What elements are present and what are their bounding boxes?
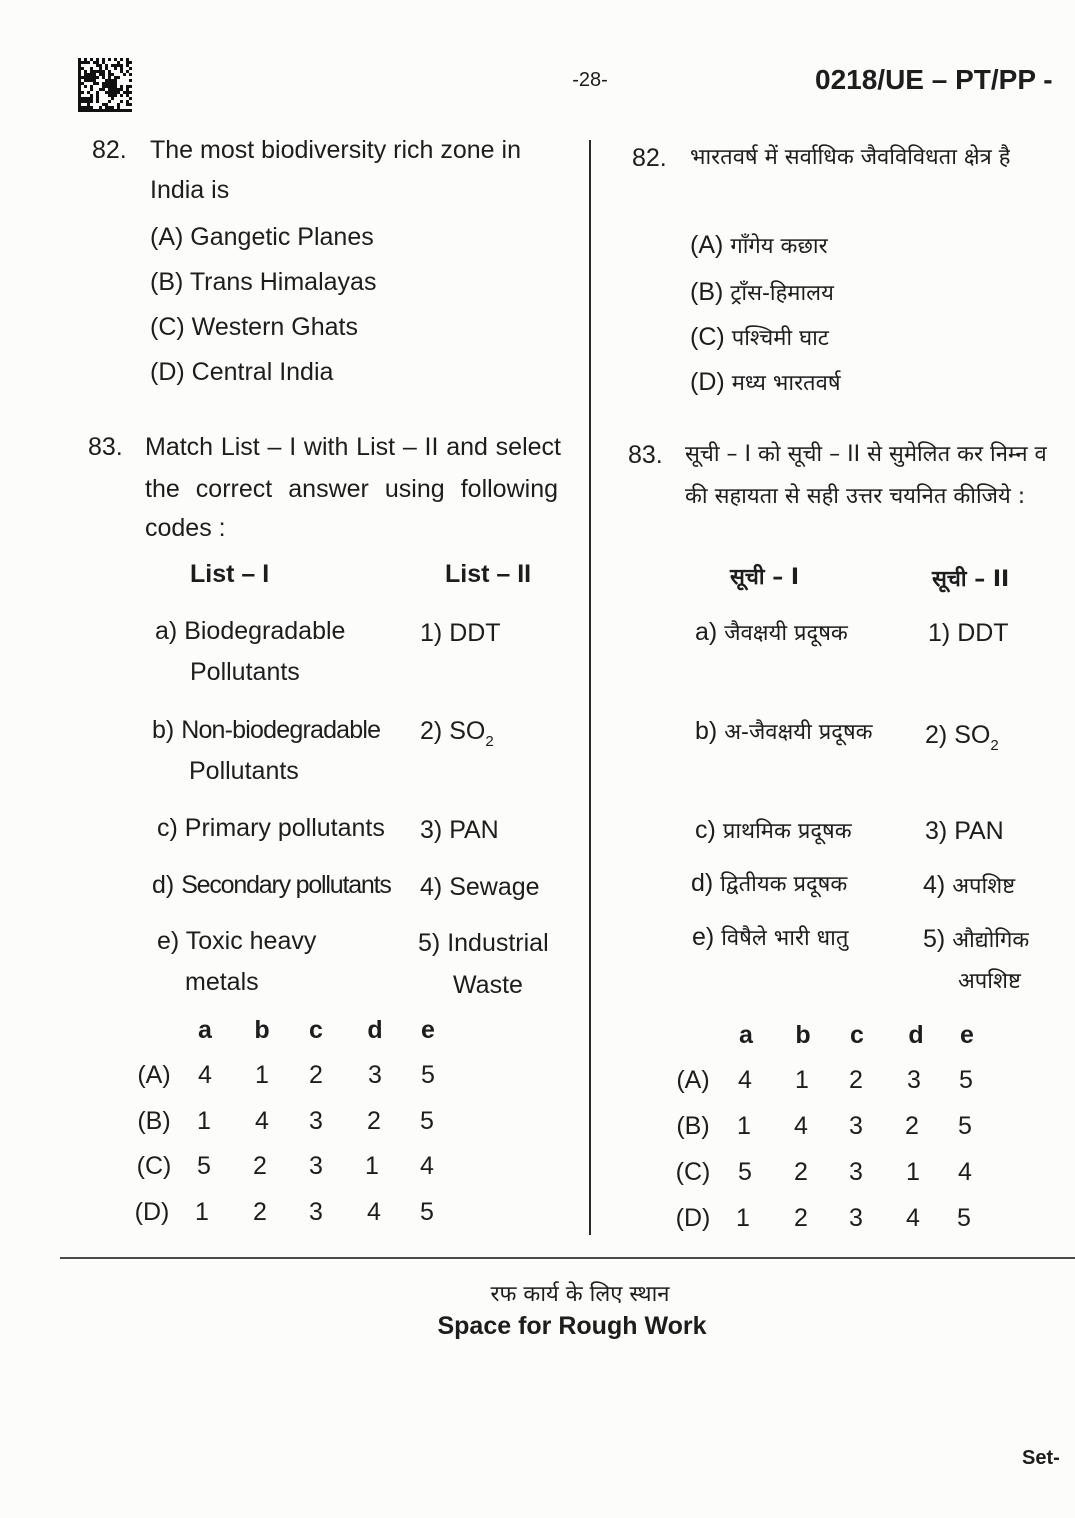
list1-item (157, 814, 385, 842)
item-label: 3) (420, 816, 443, 844)
list1-item (695, 717, 873, 747)
question-text: सूची – I को सूची – II से सुमेलित कर निम्न व (685, 442, 1047, 467)
list1-item (152, 871, 391, 899)
answer-option (690, 231, 828, 261)
option-label: (A) (150, 223, 184, 251)
item-label: 4) (420, 873, 443, 901)
item-text: औद्योगिक (952, 928, 1030, 953)
row-label: (C) (675, 1158, 711, 1186)
item-label: c) (695, 816, 716, 844)
table-cell: 3 (849, 1204, 863, 1232)
item-text: DDT (957, 619, 1009, 647)
item-label: d) (691, 869, 714, 897)
table-cell: 2 (794, 1204, 808, 1232)
option-label: (B) (150, 268, 184, 296)
answer-option (690, 278, 834, 308)
table-cell: 3 (849, 1158, 863, 1186)
option-text: गाँगेय कछार (730, 234, 828, 259)
table-cell: 1 (795, 1066, 809, 1094)
table-cell: 4 (255, 1107, 269, 1135)
answer-option (690, 323, 829, 353)
item-label: d) (152, 871, 175, 899)
item-label: 2) (925, 721, 948, 749)
option-text: Central India (191, 358, 334, 386)
column-header: d (367, 1016, 383, 1044)
list1-item (695, 618, 848, 648)
table-cell: 1 (197, 1107, 211, 1135)
table-cell: 2 (253, 1152, 267, 1180)
table-cell: 4 (367, 1198, 381, 1226)
item-label: b) (152, 716, 175, 744)
item-label: c) (157, 814, 178, 842)
table-cell: 5 (738, 1158, 752, 1186)
row-label: (A) (676, 1066, 710, 1094)
table-cell: 5 (197, 1152, 211, 1180)
page-number: -28- (572, 69, 608, 91)
column-header: b (795, 1021, 811, 1049)
option-label: (D) (690, 368, 725, 396)
item-label: 2) (420, 717, 443, 745)
list1-item (695, 816, 852, 846)
list2-item (420, 816, 499, 844)
table-cell: 4 (906, 1204, 920, 1232)
item-label: 1) (928, 619, 951, 647)
rough-work-label-hindi: रफ कार्य के लिए स्थान (490, 1282, 670, 1307)
set-label: Set- (1022, 1447, 1060, 1469)
list1-heading: सूची – I (730, 565, 800, 590)
list2-item-continuation: अपशिष्ट (958, 969, 1021, 994)
table-cell: 3 (368, 1061, 382, 1089)
list1-item (152, 716, 380, 744)
table-cell: 2 (849, 1066, 863, 1094)
table-cell: 2 (367, 1107, 381, 1135)
item-text: अपशिष्ट (952, 874, 1016, 899)
item-text: अ-जैवक्षयी प्रदूषक (724, 720, 873, 745)
list2-item (923, 925, 1029, 955)
item-label: e) (157, 927, 180, 955)
table-cell: 3 (907, 1066, 921, 1094)
item-label: a) (695, 618, 718, 646)
answer-option (690, 368, 841, 398)
list1-item-continuation: Pollutants (189, 757, 299, 785)
list2-item (925, 721, 999, 753)
question-text: codes : (145, 514, 226, 542)
table-cell: 1 (365, 1152, 379, 1180)
question-number: 82. (92, 136, 127, 164)
answer-option (150, 313, 358, 341)
table-cell: 4 (794, 1112, 808, 1140)
list2-item (420, 873, 540, 901)
table-cell: 1 (906, 1158, 920, 1186)
item-text: विषैले भारी धातु (721, 926, 849, 951)
item-label: 3) (925, 817, 948, 845)
paper-code: 0218/UE – PT/PP - (815, 64, 1053, 95)
table-cell: 5 (421, 1061, 435, 1089)
list1-heading: List – I (190, 560, 270, 588)
list1-item (155, 617, 345, 645)
list1-item (691, 869, 847, 899)
column-header: d (908, 1021, 924, 1049)
answer-option (150, 268, 376, 296)
list2-item (923, 871, 1015, 901)
item-text: जैवक्षयी प्रदूषक (724, 621, 848, 646)
table-cell: 5 (957, 1204, 971, 1232)
table-cell: 2 (253, 1198, 267, 1226)
item-text: Industrial (447, 929, 549, 957)
item-text: Sewage (449, 873, 540, 901)
item-text: DDT (449, 619, 501, 647)
item-text: Non-biodegradable (181, 716, 381, 744)
option-text: Gangetic Planes (190, 223, 374, 251)
table-cell: 4 (420, 1152, 434, 1180)
list2-item (925, 817, 1004, 845)
table-cell: 3 (309, 1198, 323, 1226)
subscript: 2 (990, 737, 999, 754)
table-cell: 3 (309, 1107, 323, 1135)
table-cell: 3 (849, 1112, 863, 1140)
item-text: Toxic heavy (185, 927, 317, 955)
table-cell: 1 (255, 1061, 269, 1089)
table-cell: 4 (198, 1061, 212, 1089)
list2-item (420, 619, 501, 647)
list2-heading: List – II (445, 560, 532, 588)
option-label: (D) (150, 358, 185, 386)
table-cell: 1 (736, 1204, 750, 1232)
row-label: (B) (676, 1112, 710, 1140)
item-text: Secondary pollutants (181, 871, 391, 899)
question-text: the correct answer using following (145, 475, 558, 503)
question-text: The most biodiversity rich zone in (150, 136, 521, 164)
list1-item-continuation: metals (185, 968, 259, 996)
option-label: (C) (690, 323, 725, 351)
list2-heading: सूची – II (932, 567, 1010, 592)
column-header: e (421, 1016, 435, 1044)
table-cell: 2 (794, 1158, 808, 1186)
footer-divider (60, 1257, 1075, 1259)
question-text: India is (150, 176, 230, 204)
column-divider (589, 140, 591, 1235)
column-header: b (254, 1016, 270, 1044)
datamatrix-code (78, 58, 132, 112)
item-text: PAN (954, 817, 1004, 845)
item-label: a) (155, 617, 178, 645)
item-label: 5) (923, 925, 946, 953)
list2-item (420, 717, 494, 749)
item-text: SO (954, 721, 991, 749)
list1-item-continuation: Pollutants (190, 658, 300, 686)
table-cell: 5 (420, 1198, 434, 1226)
column-header: c (309, 1016, 323, 1044)
column-header: e (960, 1021, 974, 1049)
table-cell: 4 (738, 1066, 752, 1094)
answer-option (150, 223, 374, 251)
question-text: की सहायता से सही उत्तर चयनित कीजिये : (685, 484, 1026, 509)
item-label: b) (695, 717, 718, 745)
column-header: c (850, 1021, 864, 1049)
column-header: a (198, 1016, 212, 1044)
list2-item (418, 929, 549, 957)
rough-work-label: Space for Rough Work (437, 1312, 707, 1340)
row-label: (A) (137, 1061, 171, 1089)
item-label: 4) (923, 871, 946, 899)
item-label: e) (692, 923, 715, 951)
option-label: (C) (150, 313, 185, 341)
table-cell: 1 (195, 1198, 209, 1226)
option-text: मध्य भारतवर्ष (731, 371, 841, 396)
option-label: (B) (690, 278, 724, 306)
table-cell: 5 (958, 1112, 972, 1140)
table-cell: 4 (958, 1158, 972, 1186)
question-text: भारतवर्ष में सर्वाधिक जैवविविधता क्षेत्र है (690, 145, 1011, 170)
option-text: Trans Himalayas (189, 268, 377, 296)
list2-item-continuation: Waste (453, 971, 523, 999)
table-cell: 2 (309, 1061, 323, 1089)
option-text: Western Ghats (191, 313, 358, 341)
list1-item (692, 923, 848, 953)
question-number: 82. (632, 144, 667, 172)
option-label: (A) (690, 231, 724, 259)
table-cell: 5 (420, 1107, 434, 1135)
item-text: PAN (449, 816, 499, 844)
question-number: 83. (88, 433, 123, 461)
row-label: (D) (675, 1204, 711, 1232)
column-header: a (739, 1021, 753, 1049)
option-text: ट्राँस-हिमालय (730, 281, 834, 306)
option-text: पश्चिमी घाट (731, 326, 829, 351)
item-text: Primary pollutants (184, 814, 385, 842)
row-label: (D) (134, 1198, 170, 1226)
item-text: Biodegradable (184, 617, 346, 645)
item-label: 5) (418, 929, 441, 957)
row-label: (C) (136, 1152, 172, 1180)
question-number: 83. (628, 441, 663, 469)
table-cell: 5 (959, 1066, 973, 1094)
question-text: Match List – I with List – II and select (145, 433, 561, 461)
item-text: प्राथमिक प्रदूषक (722, 819, 852, 844)
item-label: 1) (420, 619, 443, 647)
table-cell: 1 (737, 1112, 751, 1140)
answer-option (150, 358, 333, 386)
item-text: SO (449, 717, 486, 745)
list2-item (928, 619, 1009, 647)
table-cell: 2 (905, 1112, 919, 1140)
item-text: द्वितीयक प्रदूषक (720, 872, 848, 897)
subscript: 2 (485, 733, 494, 750)
list1-item (157, 927, 316, 955)
table-cell: 3 (309, 1152, 323, 1180)
row-label: (B) (137, 1107, 171, 1135)
